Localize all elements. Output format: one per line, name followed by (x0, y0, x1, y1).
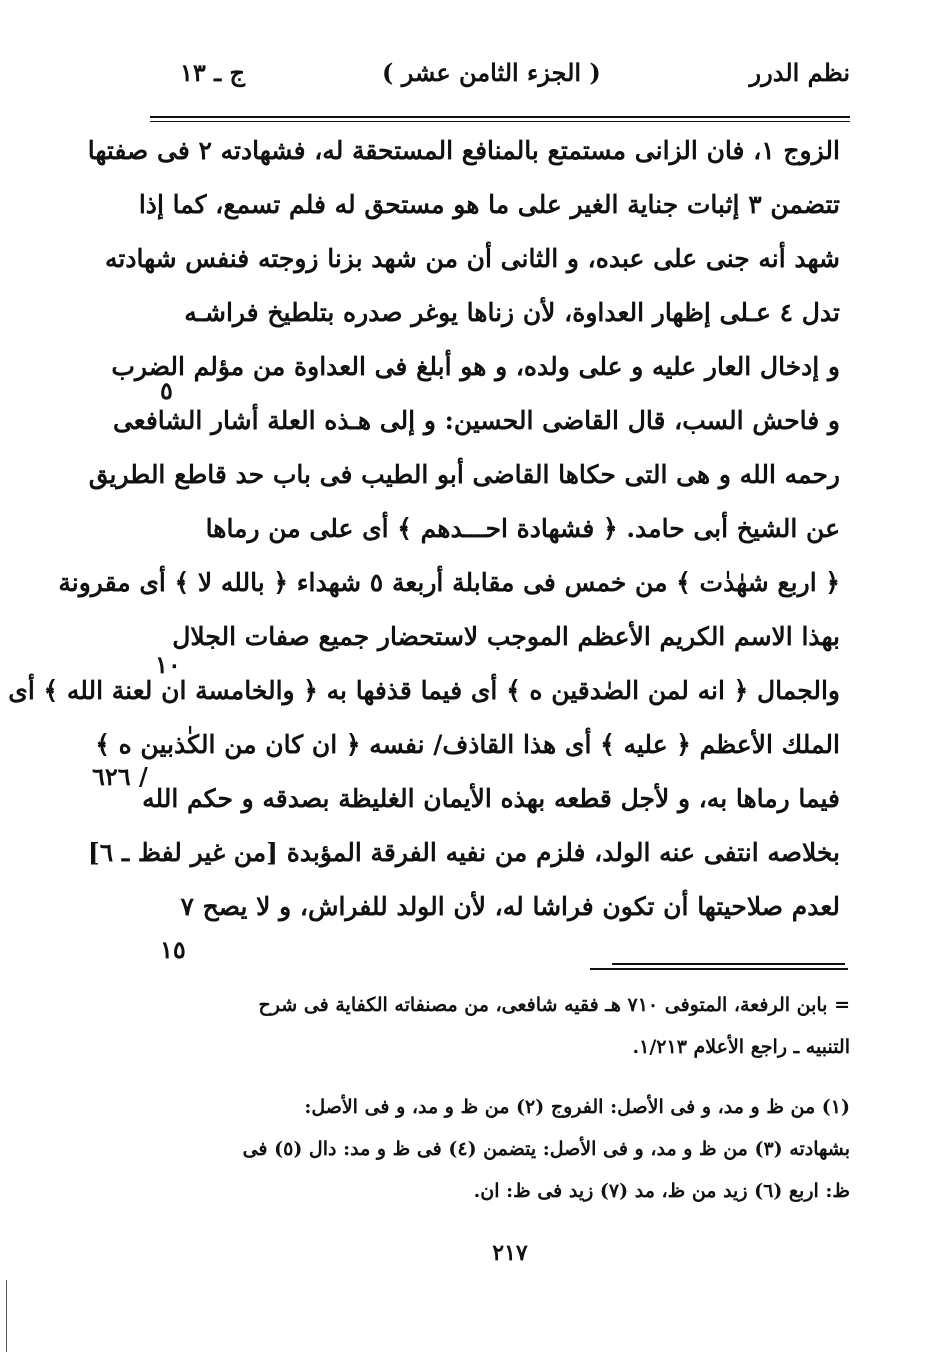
volume-number: ج ـ ١٣ (180, 58, 246, 87)
text-line: بخلاصه انتفى عنه الولد، فلزم من نفيه الفرقة المؤبدة [من غير لفظ ـ ٦] (87, 838, 840, 867)
footnote-line: ظ: اربع (٦) زيد من ظ، مد (٧) زيد فى ظ: ان. (473, 1180, 850, 1202)
page-number: ٢١٧ (492, 1240, 528, 1266)
text-line: شهد أنه جنى على عبده، و الثانى أن من شهد بزنا زوجته فنفس شهادته (104, 244, 840, 273)
footnotes (200, 1086, 850, 1212)
text-line: لعدم صلاحيتها أن تكون فراشا له، لأن الولد للفراش، و لا يصح ٧ (180, 892, 840, 921)
footnote-line: = بابن الرفعة، المتوفى ٧١٠ هـ فقيه شافعى، من مصنفاته الكفاية فى شرح (258, 994, 850, 1016)
footnote-line: التنبيه ـ راجع الأعلام ١/٢١٣. (632, 1036, 850, 1058)
footnote-line: بشهادته (٣) من ظ و مد، و فى الأصل: يتضمن (٤) فى ظ و مد: دال (٥) فى (242, 1138, 850, 1160)
text-line: الملك الأعظم ﴿ عليه ﴾ أى هذا القاذف/ نفسه ﴿ ان كان من الكٰذبين ه ﴾ (95, 730, 840, 759)
text-line: تدل ٤ عـلى إظهار العداوة، لأن زناها يوغر صدره بتلطيخ فراشـه (184, 298, 840, 327)
manuscript-folio-ref: / ٦٢٦ (92, 762, 148, 791)
text-line: رحمه الله و هى التى حكاها القاضى أبو الطيب فى باب حد قاطع الطريق (88, 460, 840, 489)
text-line: و فاحش السب، قال القاضى الحسين: و إلى هـذه العلة أشار الشافعى (112, 406, 840, 435)
footnote-continuation (200, 984, 850, 1068)
text-line: فيما رماها به، و لأجل قطعه بهذه الأيمان الغليظة بصدقه و حكم الله (142, 784, 840, 813)
footnote-separator (590, 968, 848, 970)
part-title: ( الجزء الثامن عشر ) (382, 58, 601, 87)
scan-edge-mark (6, 1280, 7, 1352)
text-line: عن الشيخ أبى حامد. ﴿ فشهادة احـــدهم ﴾ أى على من رماها (205, 514, 840, 543)
text-line: تتضمن ٣ إثبات جناية الغير على ما هو مستحق له فلم تسمع، كما إذا (138, 190, 840, 219)
text-line: ﴿ اربع شهٰدٰت ﴾ من خمس فى مقابلة أربعة ٥ شهداء ﴿ بالله لا ﴾ أى مقرونة (58, 568, 840, 597)
text-line: بهذا الاسم الكريم الأعظم الموجب لاستحضار جميع صفات الجلال (172, 622, 840, 651)
header-rule-thin (150, 121, 850, 122)
line-number-5: ٥ (160, 376, 173, 405)
text-line: الزوج ١، فان الزانى مستمتع بالمنافع المستحقة له، فشهادته ٢ فى صفتها (87, 136, 840, 165)
header-rule-thick (150, 116, 850, 118)
footnote-line: (١) من ظ و مد، و فى الأصل: الفروج (٢) من ظ و مد، و فى الأصل: (304, 1096, 850, 1118)
running-header (150, 50, 850, 100)
text-line: و إدخال العار عليه و على ولده، و هو أبلغ فى العداوة من مؤلم الضرب (111, 352, 840, 381)
text-underline (612, 963, 845, 965)
book-title: نظم الدرر (749, 58, 850, 87)
line-number-15: ١٥ (160, 935, 186, 964)
line-number-10: ١٠ (155, 650, 181, 679)
text-line: والجمال ﴿ انه لمن الصٰدقين ه ﴾ أى فيما قذفها به ﴿ والخامسة ان لعنة الله ﴾ أى (8, 676, 840, 705)
